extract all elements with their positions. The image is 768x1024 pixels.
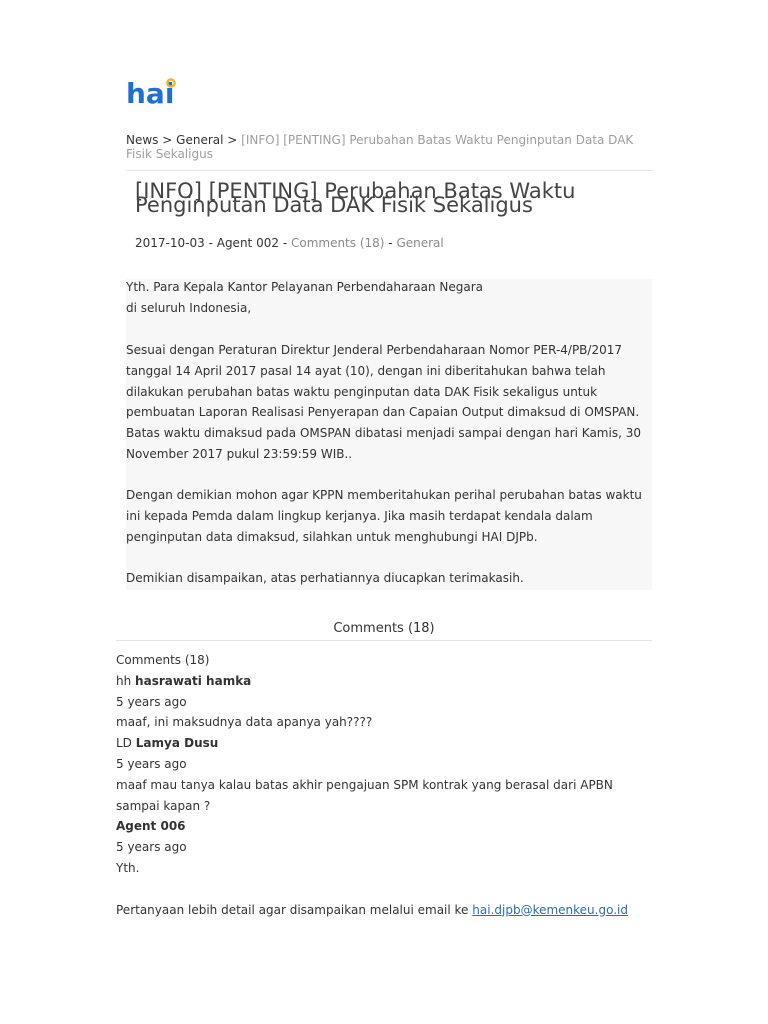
hai-logo[interactable]: [126, 76, 178, 106]
comment-author: hasrawati hamka: [135, 673, 252, 688]
comments-list: [116, 650, 646, 920]
header-divider: [126, 170, 652, 171]
comment-text: Yth.: [116, 860, 140, 875]
spacer: [116, 879, 646, 900]
meta-separator: -: [208, 236, 217, 250]
comment-time: 5 years ago: [116, 694, 187, 709]
breadcrumb-current: [INFO] [PENTING] Perubahan Batas Waktu Penginputan Data DAK Fisik Sekaligus: [126, 133, 634, 161]
breadcrumb-general[interactable]: General: [176, 133, 224, 147]
comment-time: 5 years ago: [116, 840, 187, 855]
comments-count: Comments (18): [116, 653, 210, 667]
comment-time: 5 years ago: [116, 756, 187, 771]
comment-author: Agent 006: [116, 819, 186, 834]
article-paragraph: Dengan demikian mohon agar KPPN memberitahukan perihal perubahan batas waktu ini kepada Pemda dalam lingkup kerjanya. Jika masih terdapat kendala dalam penginputan data dimaksud, silahkan untuk menghubungi HAI DJPb.: [126, 488, 642, 544]
meta-separator: -: [282, 236, 291, 250]
logo-text: hai: [126, 77, 175, 106]
meta-separator: -: [388, 236, 397, 250]
comment-author: Lamya Dusu: [135, 736, 219, 751]
comment-text: maaf mau tanya kalau batas akhir pengajuan SPM kontrak yang berasal dari APBN sampai kapan ?: [116, 777, 613, 813]
breadcrumb-news[interactable]: News: [126, 133, 159, 147]
email-link[interactable]: hai.djpb@kemenkeu.go.id: [472, 902, 628, 917]
article-date: 2017-10-03: [135, 236, 205, 250]
comment-followup: [116, 900, 646, 921]
comments-divider: [116, 640, 652, 641]
breadcrumb-separator: >: [162, 133, 173, 147]
breadcrumb-separator: >: [227, 133, 238, 147]
comment-author-line: [116, 816, 646, 837]
page-title: [INFO] [PENTING] Perubahan Batas Waktu Penginputan Data DAK Fisik Sekaligus: [135, 179, 576, 217]
avatar: hh: [116, 673, 132, 688]
article-paragraph: Sesuai dengan Peraturan Direktur Jenderal Perbendaharaan Nomor PER-4/PB/2017 tanggal 14 April 2017 pasal 14 ayat (10), dengan ini diberitahukan bahwa telah dilakukan perubahan batas waktu penginputan data DAK Fisik sekaligus untuk pembuatan Laporan Realisasi Penyerapan dan Capaian Output dimaksud di OMSPAN. Batas waktu dimaksud pada OMSPAN dibatasi menjadi sampai dengan hari Kamis, 30 November 2017 pukul 23:59:59 WIB..: [126, 343, 641, 461]
article-paragraph: Demikian disampaikan, atas perhatiannya diucapkan terimakasih.: [126, 571, 524, 585]
comment-text: maaf, ini maksudnya data apanya yah????: [116, 715, 373, 730]
article-meta: [135, 236, 444, 250]
comment-author-line: [116, 671, 646, 692]
breadcrumb: [126, 133, 646, 161]
article-paragraph: Yth. Para Kepala Kantor Pelayanan Perbendaharaan Negara di seluruh Indonesia,: [126, 280, 484, 315]
comments-link[interactable]: Comments (18): [290, 236, 385, 250]
comment-author-line: [116, 733, 646, 754]
avatar: LD: [116, 736, 132, 751]
comments-heading: Comments (18): [333, 621, 435, 636]
article-author: Agent 002: [216, 236, 279, 250]
category-link[interactable]: General: [396, 236, 444, 250]
article-body: [126, 279, 652, 590]
comment-followup-text: Pertanyaan lebih detail agar disampaikan melalui email ke: [116, 902, 469, 917]
